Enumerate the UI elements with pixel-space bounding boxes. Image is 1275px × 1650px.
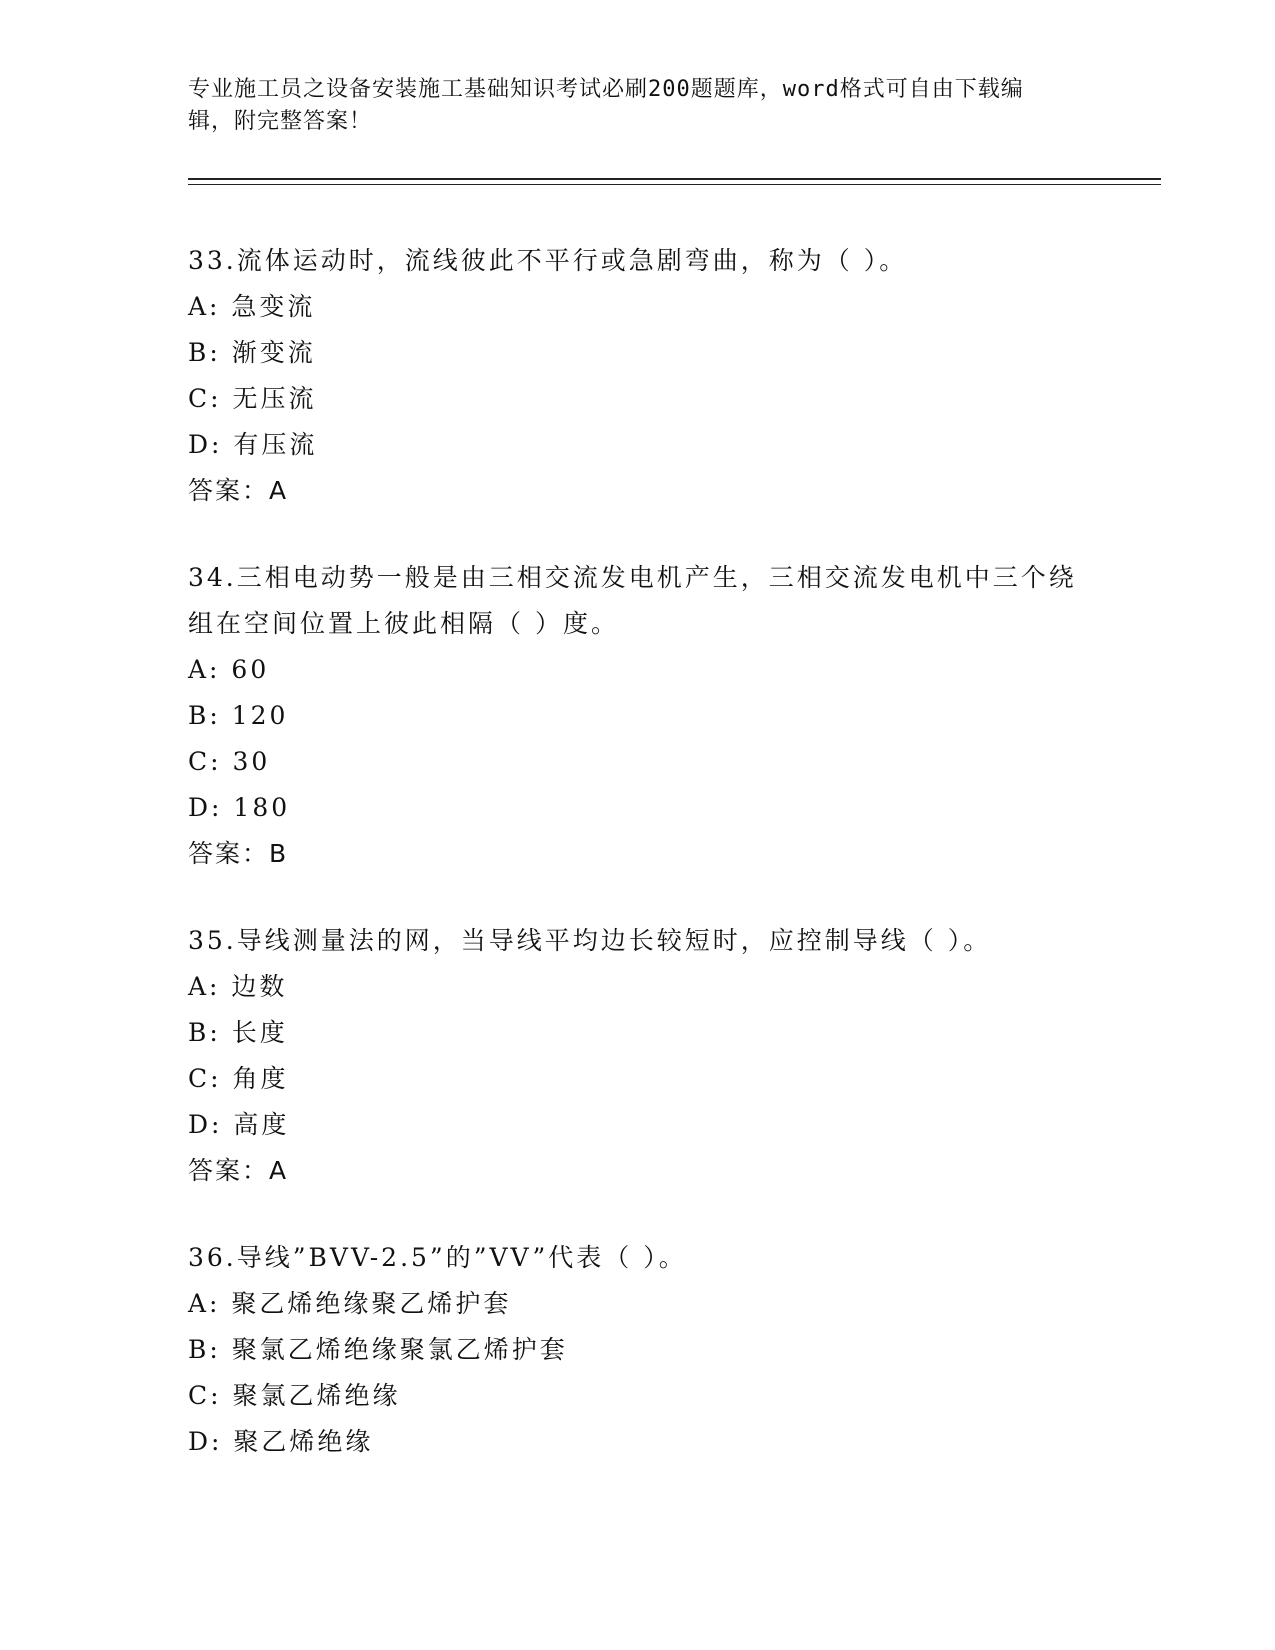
option-d: D: 聚乙烯绝缘 [188, 1427, 374, 1456]
option-b: B: 长度 [188, 1018, 288, 1047]
option-c: C: 角度 [188, 1064, 289, 1093]
question-36 [188, 1235, 1088, 1465]
question-34 [188, 555, 1088, 877]
option-a: A: 60 [188, 655, 270, 684]
answer-text: 答案：B [188, 839, 289, 868]
header-divider [188, 178, 1161, 180]
document-header: 专业施工员之设备安装施工基础知识考试必刷200题题库，word格式可自由下载编辑，附完整答案！ [188, 77, 1024, 134]
question-stem: 36.导线”BVV-2.5”的”VV”代表（ ）。 [188, 1243, 687, 1272]
option-b: B: 渐变流 [188, 338, 316, 367]
option-a: A: 急变流 [188, 292, 316, 321]
question-stem: 33.流体运动时，流线彼此不平行或急剧弯曲，称为（ ）。 [188, 246, 908, 275]
header-divider-thin [188, 184, 1161, 185]
option-c: C: 无压流 [188, 384, 317, 413]
option-b: B: 120 [188, 701, 289, 730]
question-35 [188, 918, 1088, 1194]
option-c: C: 聚氯乙烯绝缘 [188, 1381, 401, 1410]
option-c: C: 30 [188, 747, 271, 776]
question-33 [188, 238, 1088, 514]
option-d: D: 有压流 [188, 430, 318, 459]
question-stem: 34.三相电动势一般是由三相交流发电机产生，三相交流发电机中三个绕组在空间位置上彼此相隔（ ）度。 [188, 563, 1077, 638]
option-d: D: 高度 [188, 1110, 290, 1139]
option-d: D: 180 [188, 793, 291, 822]
option-b: B: 聚氯乙烯绝缘聚氯乙烯护套 [188, 1335, 568, 1364]
option-a: A: 边数 [188, 972, 288, 1001]
answer-text: 答案：A [188, 1156, 289, 1185]
question-stem: 35.导线测量法的网，当导线平均边长较短时，应控制导线（ ）。 [188, 926, 992, 955]
question-list [188, 238, 1088, 1506]
answer-text: 答案：A [188, 476, 289, 505]
option-a: A: 聚乙烯绝缘聚乙烯护套 [188, 1289, 512, 1318]
